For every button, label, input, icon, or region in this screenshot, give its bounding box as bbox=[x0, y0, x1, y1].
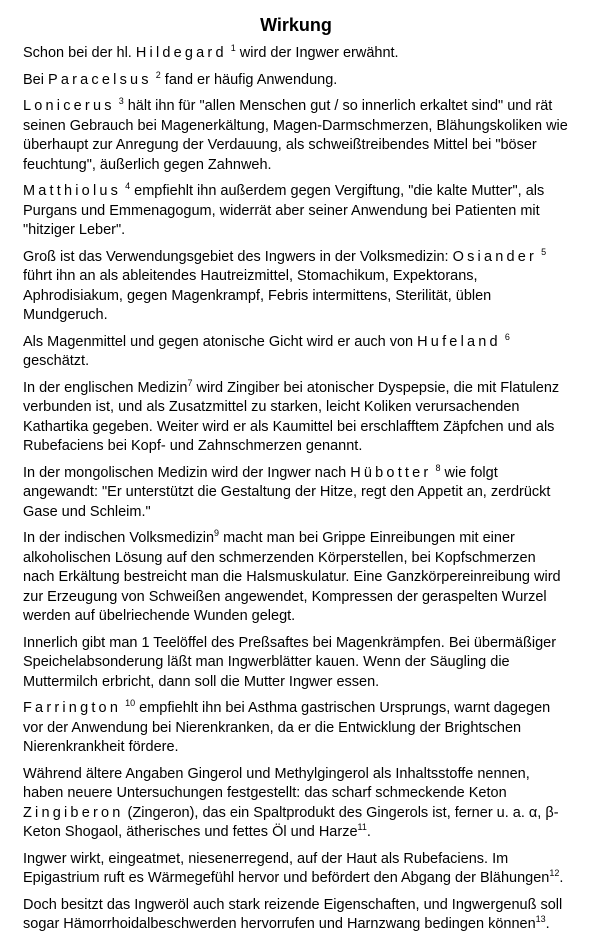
author-name: Osiander bbox=[452, 248, 538, 265]
paragraph bbox=[23, 765, 569, 843]
author-name: Zingiberon bbox=[23, 804, 124, 821]
author-name: Hildegard bbox=[135, 45, 227, 61]
text-run: hält ihn für "allen Menschen gut / so innerlich erkaltet sind" und rät seinen Gebrauch bei Magenerkältung, Magen-Darmschmerzen, Blähungskoliken wie überhaupt zur Anregung der Verdauung, als schweißtreibendes Mittel bei "böser feuchtung", äußerlich gegen Zahnweh. bbox=[23, 98, 568, 173]
text-run: macht man bei Grippe Einreibungen mit einer alkoholischen Lösung auf den schmerzenden Körperstellen, bei Kopfschmerzen nach Erkältung bestreicht man die Halsmuskulatur. Eine Ganzkörpereinreibung wird zur Erzeugung von Schweißen angewendet, Kompressen der geraspelten Wurzel werden auf übelriechende Wunden gelegt. bbox=[23, 530, 561, 624]
text-run: Doch besitzt das Ingweröl auch stark reizende Eigenschaften, und Ingwergenuß soll sogar Hämorrhoidalbeschwerden hervorrufen und Harnzwang bedingen können bbox=[23, 896, 563, 932]
footnote-marker: 2 bbox=[155, 69, 161, 80]
footnote-marker: 12 bbox=[549, 868, 560, 879]
paragraph bbox=[23, 699, 569, 758]
text-run: Ingwer wirkt, eingeatmet, niesenerregend, auf der Haut als Rubefaciens. Im Epigastrium ruft es Wärmegefühl hervor und befördert den Abgang der Blähungen bbox=[23, 850, 550, 886]
footnote-marker: 11 bbox=[357, 822, 367, 833]
text-run: Während ältere Angaben Gingerol und Methylgingerol als Inhaltsstoffe nennen, haben neuere Untersuchungen festgestellt: das scharf schmeckende Keton bbox=[23, 765, 530, 801]
paragraph bbox=[23, 71, 569, 91]
author-name: Hufeland bbox=[417, 333, 501, 350]
author-name: Farrington bbox=[23, 700, 122, 716]
text-run: . bbox=[559, 870, 564, 886]
text-run: In der mongolischen Medizin wird der Ingwer nach bbox=[23, 464, 351, 481]
text-run: wird der Ingwer erwähnt. bbox=[235, 45, 399, 61]
footnote-marker: 13 bbox=[535, 914, 546, 925]
paragraph bbox=[23, 182, 569, 241]
text-run: wird Zingiber bei atonischer Dyspepsie, die mit Flatulenz verbunden ist, und als Zusatzmittel zu starken, leicht Koliken verursachenden Kathartika gegeben. Weiter wird er als Kaumittel bei erschlafftem Zäpfchen und als Rubefaciens bei Kopf- und Zahnschmerzen genannt. bbox=[23, 379, 560, 454]
footnote-marker: 9 bbox=[214, 528, 220, 539]
paragraph bbox=[23, 333, 569, 372]
footnote-marker: 5 bbox=[541, 246, 547, 257]
paragraph bbox=[23, 464, 569, 523]
footnote-marker: 6 bbox=[504, 331, 510, 342]
author-name: Paracelsus bbox=[48, 71, 152, 88]
text-run: In der englischen Medizin bbox=[23, 379, 188, 396]
text-run: . bbox=[366, 824, 371, 840]
author-name: Matthiolus bbox=[23, 183, 122, 199]
footnote-marker: 10 bbox=[125, 698, 136, 709]
paragraph bbox=[23, 850, 569, 889]
section-heading: Wirkung bbox=[260, 15, 332, 35]
paragraph bbox=[23, 379, 569, 457]
footnote-marker: 4 bbox=[125, 181, 131, 192]
text-run: In der indischen Volksmedizin bbox=[23, 530, 215, 546]
footnote-marker: 8 bbox=[435, 462, 441, 473]
paragraph bbox=[23, 634, 569, 693]
footnote-marker: 3 bbox=[118, 96, 124, 107]
paragraph bbox=[23, 248, 569, 326]
paragraph bbox=[23, 529, 569, 627]
text-run: wie folgt angewandt: "Er unterstützt die Gestaltung der Hitze, regt den Appetit an, zerdrückt Gase und Schleim." bbox=[23, 464, 551, 520]
paragraph bbox=[23, 44, 569, 64]
text-run: fand er häufig Anwendung. bbox=[160, 71, 338, 88]
author-name: Lonicerus bbox=[23, 98, 115, 114]
footnote-marker: 1 bbox=[230, 43, 236, 54]
text-run: Groß ist das Verwendungsgebiet des Ingwers in der Volksmedizin: bbox=[23, 248, 453, 265]
text-run: führt ihn an als ableitendes Hautreizmittel, Stomachikum, Expektorans, Aphrodisiakum, gegen Magenkrampf, Febris intermittens, Sterilität, üblen Mundgeruch. bbox=[23, 268, 492, 323]
text-run: Bei bbox=[23, 71, 48, 88]
paragraph bbox=[23, 97, 569, 175]
author-name: Hübotter bbox=[350, 464, 432, 481]
text-run: empfiehlt ihn bei Asthma gastrischen Ursprungs, warnt dagegen vor der Anwendung bei Nierenkranken, da er die Entwicklung der Brightschen Nierenkrankheit fördere. bbox=[23, 700, 551, 755]
paragraph bbox=[23, 896, 569, 935]
document-body bbox=[23, 44, 569, 935]
text-run: geschätzt. bbox=[23, 353, 90, 369]
footnote-marker: 7 bbox=[187, 377, 193, 388]
text-run: . bbox=[545, 916, 550, 932]
text-run: Schon bei der hl. bbox=[23, 45, 136, 61]
text-run: Als Magenmittel und gegen atonische Gicht wird er auch von bbox=[23, 333, 418, 350]
text-run: empfiehlt ihn außerdem gegen Vergiftung, "die kalte Mutter", als Purgans und Emmenagogum, widerrät aber seiner Anwendung bei Patienten mit "hitziger Leber". bbox=[23, 183, 545, 238]
text-run: Innerlich gibt man 1 Teelöffel des Preßsaftes bei Magenkrämpfen. Bei übermäßiger Speichelabsonderung läßt man Ingwerblätter kauen. Wenn der Säugling die Muttermilch erbricht, dann soll die Mutter Ingwer essen. bbox=[23, 634, 557, 690]
text-run: (Zingeron), das ein Spaltprodukt des Gingerols ist, ferner u. a. α, β-Keton Shogaol, ätherisches und fettes Öl und Harze bbox=[23, 804, 559, 840]
